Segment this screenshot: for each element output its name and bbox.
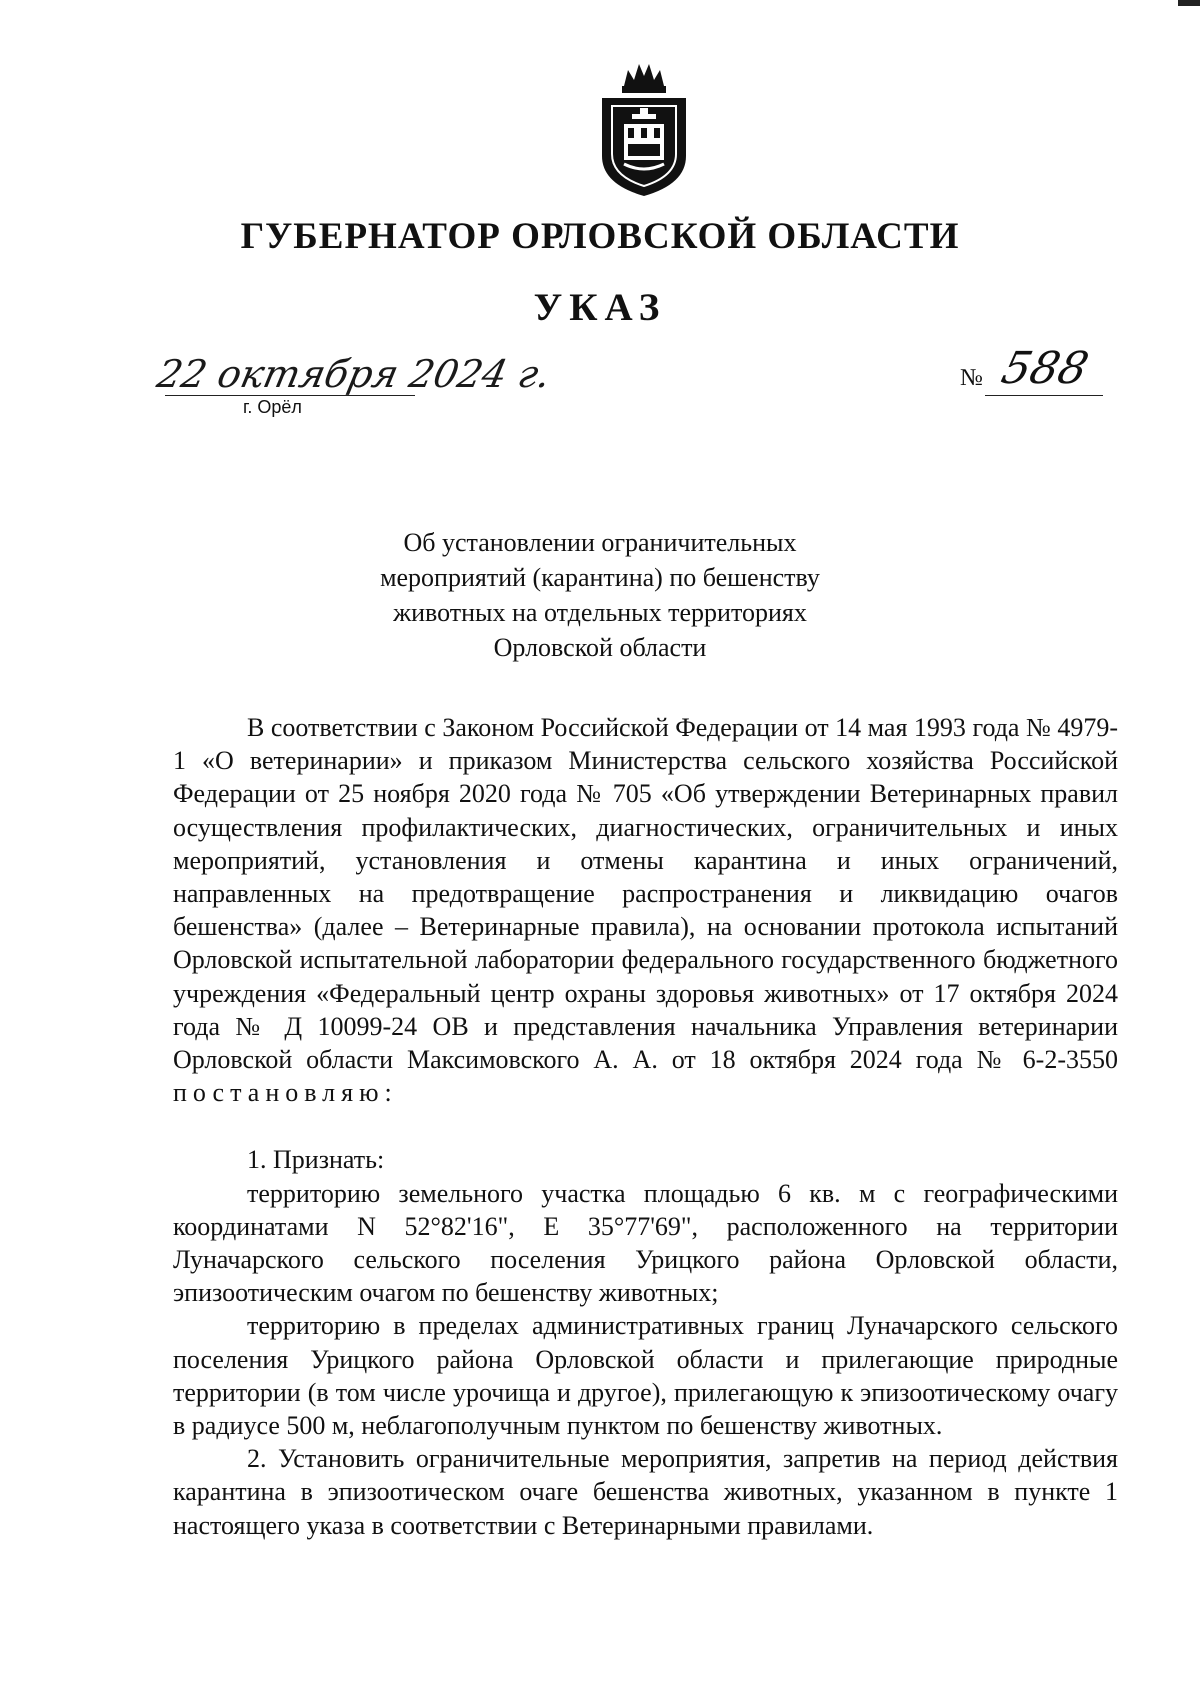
preamble-text: В соответствии с Законом Российской Федерации от 14 мая 1993 года № 4979-1 «О ветеринарии» и приказом Министерства сельского хозяйства Российской Федерации от 25 ноября 2020 года № 705 «Об утверждении Ветеринарных правил осуществления профилактических, диагностических, ограничительных и иных мероприятий, установления и отмены карантина и иных ограничений, направленных на предотвращение распространения и ликвидацию очагов бешенства» (далее – Ветеринарные правила), на основании протокола испытаний Орловской испытательной лаборатории федерального государственного бюджетного учреждения «Федеральный центр охраны здоровья животных» от 17 октября 2024 года № Д 10099-24 ОВ и представления начальника Управления ветеринарии Орловской области Максимовского А. А. от 18 октября 2024 года № 6-2-3550 <box>173 713 1118 1075</box>
date-underline <box>165 395 415 396</box>
number-underline <box>985 395 1103 396</box>
handwritten-date: 22 октября 2024 г. <box>153 352 555 396</box>
subject-line: Об установлении ограничительных <box>403 528 797 557</box>
decree-word: постановляю: <box>173 1078 398 1108</box>
item-1-title: 1. Признать: <box>247 1145 385 1175</box>
preamble-paragraph <box>173 711 1118 1109</box>
decree-subject <box>300 525 900 665</box>
issuer-title: ГУБЕРНАТОР ОРЛОВСКОЙ ОБЛАСТИ <box>240 216 960 257</box>
subject-line: Орловской области <box>493 633 707 662</box>
number-label: № <box>960 365 983 391</box>
handwritten-number: 588 <box>996 343 1094 394</box>
subject-line: мероприятий (карантина) по бешенству <box>380 563 820 592</box>
document-type-title: УКАЗ <box>533 286 667 329</box>
coat-of-arms-emblem <box>594 56 694 201</box>
item-1-paragraph-a: территорию земельного участка площадью 6 кв. м с географическими координатами N 52°82'16", E 35°77'69", расположенного на территории Луначарского сельского поселения Урицкого района Орловской области, эпизоотическим очагом по бешенству животных; <box>173 1178 1118 1308</box>
item-2-paragraph: 2. Установить ограничительные мероприятия, запретив на период действия карантина в эпизоотическом очаге бешенства животных, указанном в пункте 1 настоящего указа в соответствии с Ветеринарными правилами. <box>173 1444 1118 1540</box>
item-1-paragraph-b: территорию в пределах административных границ Луначарского сельского поселения Урицкого района Орловской области и прилегающие природные территории (в том числе урочища и другое), прилегающую к эпизоотическому очагу в радиусе 500 м, неблагополучным пунктом по бешенству животных. <box>173 1311 1118 1441</box>
city-label: г. Орёл <box>243 397 302 417</box>
decree-body <box>173 711 1118 1542</box>
scan-corner-mark <box>1178 0 1200 6</box>
subject-line: животных на отдельных территориях <box>393 598 807 627</box>
